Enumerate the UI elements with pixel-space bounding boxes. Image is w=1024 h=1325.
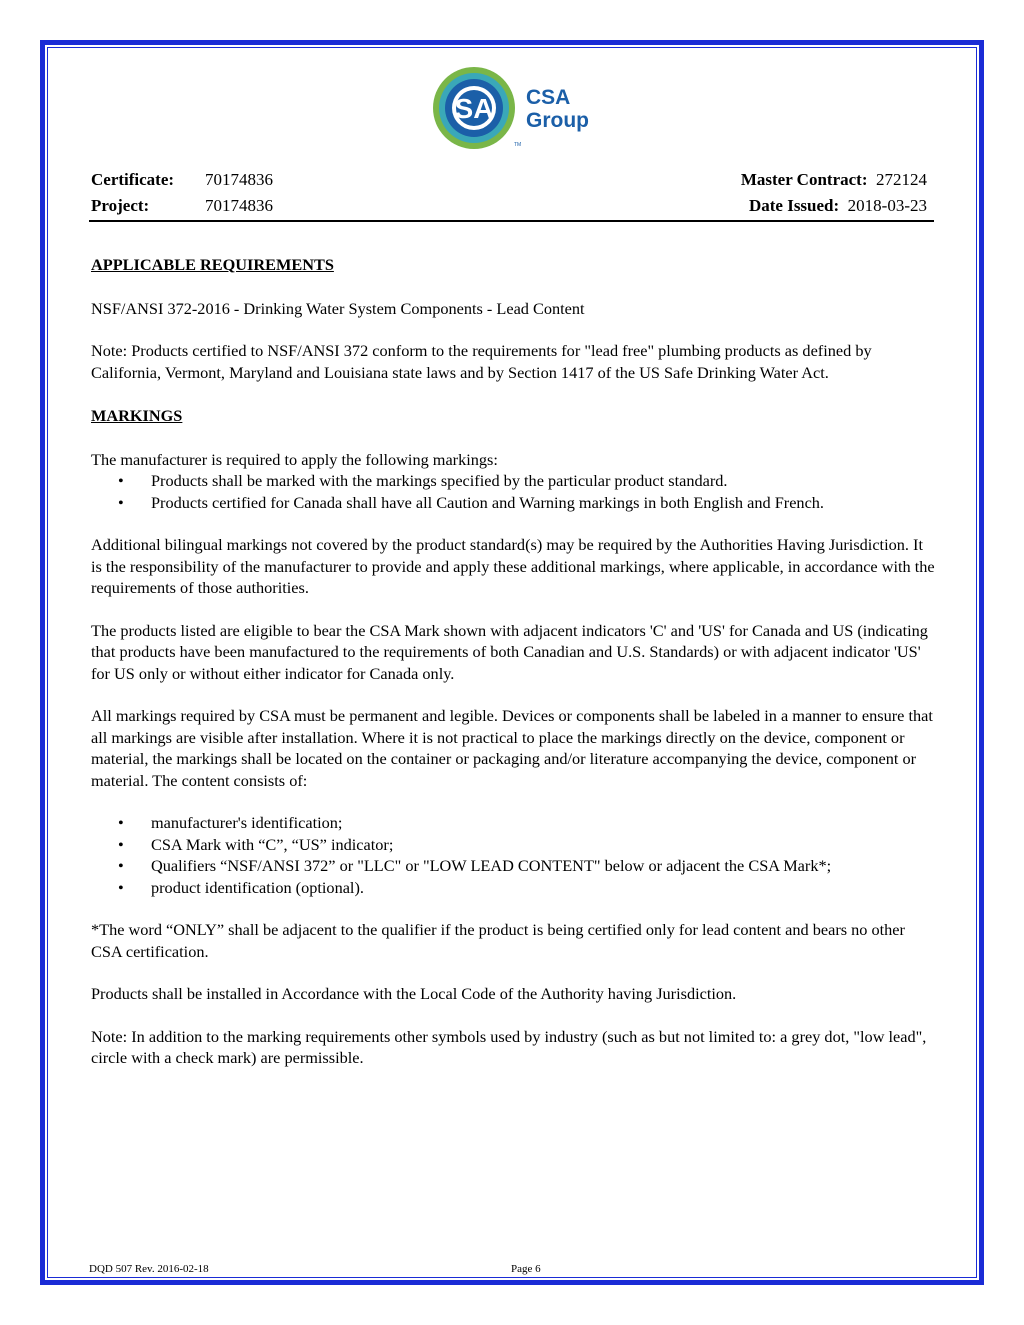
industry-symbols-note: Note: In addition to the marking requirements other symbols used by industry (such as but not limited to: a grey dot, "low lead", circle with a check mark) are permissible. — [91, 1026, 927, 1067]
list-item: • product identification (optional). — [91, 877, 936, 899]
certificate-label: Certificate: — [91, 170, 175, 189]
logo-text-group: Group — [526, 109, 589, 132]
svg-text:SA: SA — [454, 93, 494, 124]
project-value: 70174836 — [205, 196, 273, 215]
header-divider — [89, 220, 934, 222]
content-list — [91, 812, 936, 898]
csa-group-logo — [428, 62, 608, 158]
list-item: • CSA Mark with “C”, “US” indicator; — [91, 834, 936, 856]
list-item: • Products certified for Canada shall have all Caution and Warning markings in both English and French. — [91, 492, 936, 514]
only-qualifier-paragraph: *The word “ONLY” shall be adjacent to the qualifier if the product is being certified only for lead content and bears no other CSA certification. — [91, 920, 905, 961]
bilingual-paragraph: Additional bilingual markings not covered by the product standard(s) may be required by the Authorities Having Jurisdiction. It is the responsibility of the manufacturer to provide and apply these additional markings, where applicable, in accordance with the requirements of those authorities. — [91, 535, 935, 597]
applicable-requirements-heading: APPLICABLE REQUIREMENTS — [91, 255, 334, 274]
lead-free-note: Note: Products certified to NSF/ANSI 372 conform to the requirements for "lead free" plumbing products as defined by California, Vermont, Maryland and Louisiana state laws and by Section 1417 of the US Safe Drinking Water Act. — [91, 341, 872, 382]
markings-intro: The manufacturer is required to apply the following markings: — [91, 449, 498, 469]
list-item: • manufacturer's identification; — [91, 812, 936, 834]
permanent-markings-paragraph: All markings required by CSA must be permanent and legible. Devices or components shall be labeled in a manner to ensure that all markings are visible after installation. Where it is not practical to place the markings directly on the device, component or material, the markings shall be located on the container or packaging and/or literature accompanying the device, component or material. The content consists of: — [91, 706, 933, 790]
master-contract-label: Master Contract: — [740, 170, 868, 189]
installation-paragraph: Products shall be installed in Accordance with the Local Code of the Authority having Jurisdiction. — [91, 984, 737, 1003]
footer-doc-ref: DQD 507 Rev. 2016-02-18 — [89, 1263, 209, 1275]
date-issued-value: 2018-03-23 — [847, 196, 927, 215]
project-label: Project: — [91, 196, 150, 215]
markings-heading: MARKINGS — [91, 406, 183, 425]
certificate-value: 70174836 — [205, 170, 273, 189]
csa-mark-paragraph: The products listed are eligible to bear the CSA Mark shown with adjacent indicators 'C' and 'US' for Canada and US (indicating that products have been manufactured to the requirements of both Canadian and U.S. Standards) or with adjacent indicator 'US' for US only or without either indicator for Canada only. — [91, 620, 928, 683]
footer-page-number: Page 6 — [511, 1263, 541, 1275]
logo-trademark: TM — [514, 142, 522, 148]
date-issued-label: Date Issued: — [748, 196, 840, 215]
list-item: • Products shall be marked with the markings specified by the particular product standard. — [91, 470, 936, 492]
logo-text-csa: CSA — [526, 86, 571, 109]
master-contract-value: 272124 — [876, 170, 927, 189]
list-item: • Qualifiers “NSF/ANSI 372” or "LLC" or "LOW LEAD CONTENT" below or adjacent the CSA Mark*; — [91, 855, 936, 877]
document-body — [91, 254, 936, 1069]
markings-list — [91, 470, 936, 513]
header-row-2 — [91, 196, 927, 220]
header-row-1 — [91, 170, 927, 194]
standard-line: NSF/ANSI 372-2016 - Drinking Water System Components - Lead Content — [91, 298, 585, 318]
